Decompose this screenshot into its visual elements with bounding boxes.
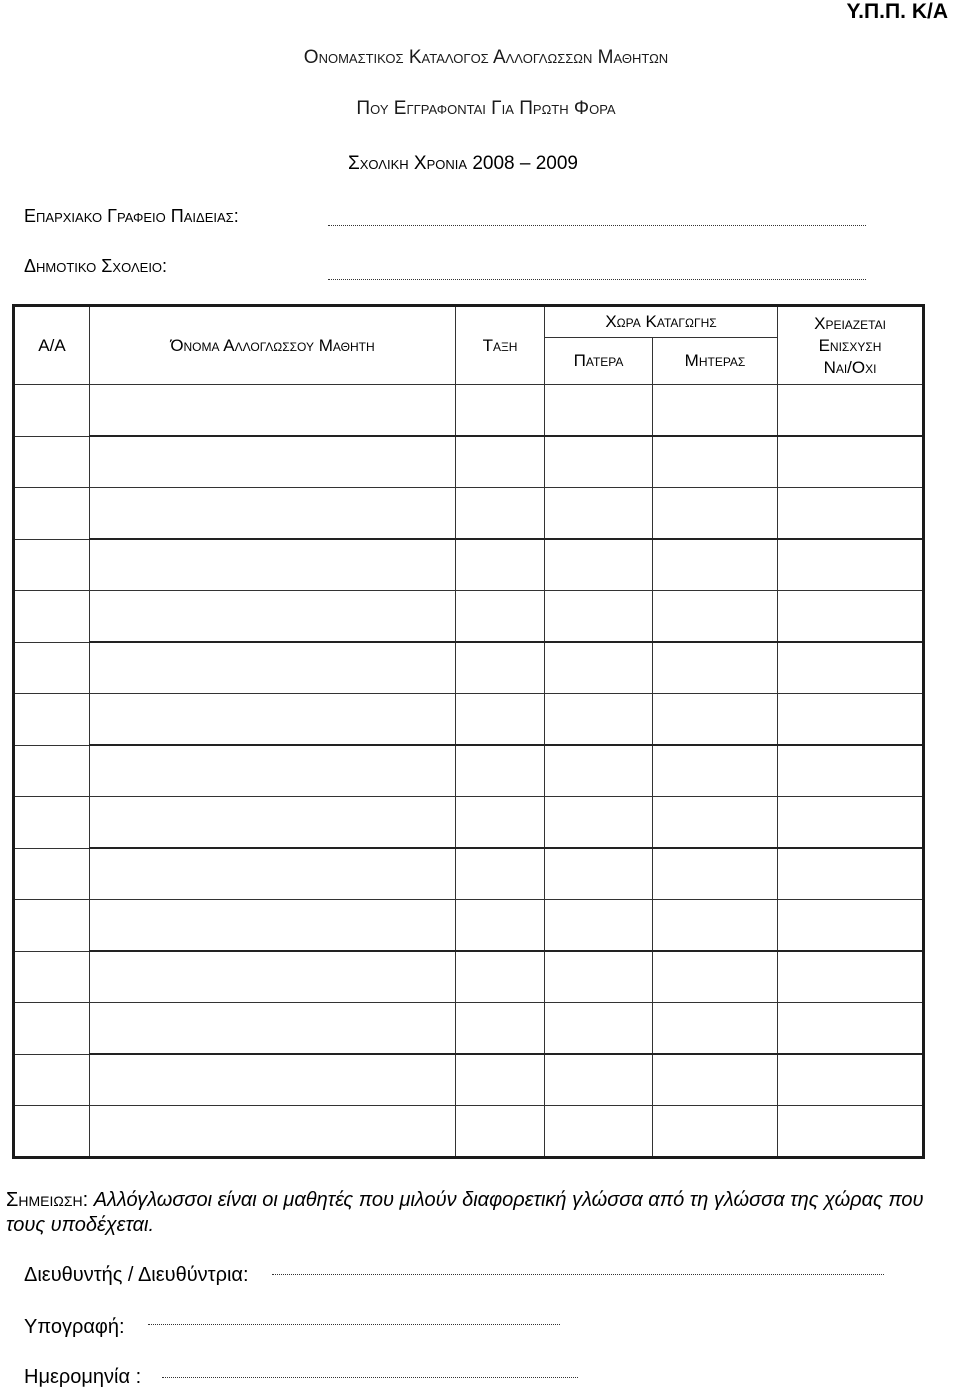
cell-support[interactable] [778,488,924,540]
cell-support[interactable] [778,900,924,952]
cell-name[interactable] [90,1003,456,1055]
cell-father[interactable] [545,539,653,591]
header-support-line1: Χρειαζεται [814,313,886,333]
cell-class[interactable] [456,797,545,849]
cell-father[interactable] [545,900,653,952]
cell-name[interactable] [90,900,456,952]
table-row [14,436,924,488]
cell-mother[interactable] [653,642,778,694]
office-label: Επαρχιακο Γραφειο Παιδειας: [24,206,239,226]
header-support [778,306,924,385]
cell-name[interactable] [90,539,456,591]
header-support-line3: Ναι/Οχι [823,357,877,377]
cell-aa[interactable] [14,797,90,849]
note [6,1188,956,1238]
cell-class[interactable] [456,1054,545,1106]
cell-mother[interactable] [653,951,778,1003]
cell-support[interactable] [778,1106,924,1158]
cell-class[interactable] [456,951,545,1003]
document-subtitle: Που Εγγραφονται Για Πρωτη Φορα [356,98,616,119]
header-support-line2: Ενισχυση [818,335,882,355]
cell-class[interactable] [456,745,545,797]
cell-class[interactable] [456,900,545,952]
cell-support[interactable] [778,539,924,591]
cell-name[interactable] [90,745,456,797]
note-text: Αλλόγλωσσοι είναι οι μαθητές που μιλούν διαφορετική γλώσσα από τη γλώσσα της χώρας που τους υποδέχεται. [6,1189,924,1236]
table-row [14,745,924,797]
cell-father[interactable] [545,488,653,540]
date-field[interactable] [162,1377,578,1378]
cell-mother[interactable] [653,436,778,488]
cell-mother[interactable] [653,1054,778,1106]
cell-class[interactable] [456,591,545,643]
cell-class[interactable] [456,1003,545,1055]
table-row [14,797,924,849]
cell-name[interactable] [90,1106,456,1158]
cell-aa[interactable] [14,642,90,694]
cell-support[interactable] [778,591,924,643]
cell-aa[interactable] [14,694,90,746]
table-row [14,1054,924,1106]
school-label: Δημοτικο Σχολειο: [24,256,168,276]
cell-father[interactable] [545,436,653,488]
cell-name[interactable] [90,591,456,643]
cell-father[interactable] [545,951,653,1003]
table-row [14,385,924,437]
date-label: Ημερομηνία : [24,1366,142,1388]
cell-class[interactable] [456,488,545,540]
signature-label: Υπογραφή: [24,1316,125,1338]
cell-support[interactable] [778,745,924,797]
cell-name[interactable] [90,951,456,1003]
table-row [14,694,924,746]
cell-mother[interactable] [653,539,778,591]
cell-name[interactable] [90,488,456,540]
director-field[interactable] [272,1274,884,1275]
cell-aa[interactable] [14,951,90,1003]
cell-name[interactable] [90,1054,456,1106]
cell-class[interactable] [456,642,545,694]
office-field[interactable] [328,225,866,226]
cell-aa[interactable] [14,745,90,797]
cell-mother[interactable] [653,848,778,900]
cell-name[interactable] [90,385,456,437]
table-row [14,951,924,1003]
cell-mother[interactable] [653,1003,778,1055]
cell-mother[interactable] [653,900,778,952]
cell-father[interactable] [545,797,653,849]
director-label: Διευθυντής / Διευθύντρια: [24,1264,249,1286]
cell-father[interactable] [545,385,653,437]
cell-aa[interactable] [14,1003,90,1055]
table-row [14,642,924,694]
cell-father[interactable] [545,848,653,900]
cell-support[interactable] [778,642,924,694]
table-row [14,1106,924,1158]
table-row [14,488,924,540]
cell-support[interactable] [778,797,924,849]
cell-mother[interactable] [653,488,778,540]
cell-aa[interactable] [14,900,90,952]
cell-aa[interactable] [14,591,90,643]
header-origin: Χωρα Καταγωγης [545,306,778,338]
cell-name[interactable] [90,797,456,849]
cell-mother[interactable] [653,385,778,437]
cell-name[interactable] [90,436,456,488]
cell-aa[interactable] [14,436,90,488]
cell-father[interactable] [545,1106,653,1158]
cell-support[interactable] [778,1054,924,1106]
cell-support[interactable] [778,951,924,1003]
cell-support[interactable] [778,385,924,437]
table-row [14,591,924,643]
cell-father[interactable] [545,642,653,694]
students-table [12,304,925,1159]
cell-aa[interactable] [14,385,90,437]
cell-father[interactable] [545,694,653,746]
cell-aa[interactable] [14,539,90,591]
cell-father[interactable] [545,1054,653,1106]
cell-name[interactable] [90,694,456,746]
cell-class[interactable] [456,694,545,746]
cell-class[interactable] [456,385,545,437]
header-father: Πατερα [545,338,653,385]
cell-aa[interactable] [14,1106,90,1158]
signature-field[interactable] [148,1324,560,1325]
cell-support[interactable] [778,436,924,488]
cell-mother[interactable] [653,1106,778,1158]
cell-name[interactable] [90,848,456,900]
header-mother: Μητερας [653,338,778,385]
cell-class[interactable] [456,848,545,900]
cell-mother[interactable] [653,797,778,849]
table-row [14,539,924,591]
document-title: Ονομαστικος Καταλογος Αλλογλωσσων Μαθητων [303,47,669,68]
school-year: Σχολικη Χρονια 2008 – 2009 [348,153,578,174]
note-label: Σημειωση: [6,1189,89,1211]
cell-aa[interactable] [14,1054,90,1106]
cell-mother[interactable] [653,745,778,797]
cell-class[interactable] [456,539,545,591]
header-class: Ταξη [456,306,545,385]
cell-father[interactable] [545,1003,653,1055]
header-name: Όνομα Αλλογλωσσου Μαθητη [90,306,456,385]
table-row [14,848,924,900]
cell-mother[interactable] [653,591,778,643]
cell-class[interactable] [456,436,545,488]
cell-support[interactable] [778,694,924,746]
cell-class[interactable] [456,1106,545,1158]
cell-mother[interactable] [653,694,778,746]
cell-father[interactable] [545,745,653,797]
header-aa: Α/Α [14,306,90,385]
table-row [14,900,924,952]
cell-name[interactable] [90,642,456,694]
cell-aa[interactable] [14,488,90,540]
form-code: Υ.Π.Π. Κ/Α [846,0,948,23]
cell-father[interactable] [545,591,653,643]
cell-support[interactable] [778,1003,924,1055]
cell-support[interactable] [778,848,924,900]
table-row [14,1003,924,1055]
cell-aa[interactable] [14,848,90,900]
school-field[interactable] [328,279,866,280]
students-table-body [14,385,924,1158]
